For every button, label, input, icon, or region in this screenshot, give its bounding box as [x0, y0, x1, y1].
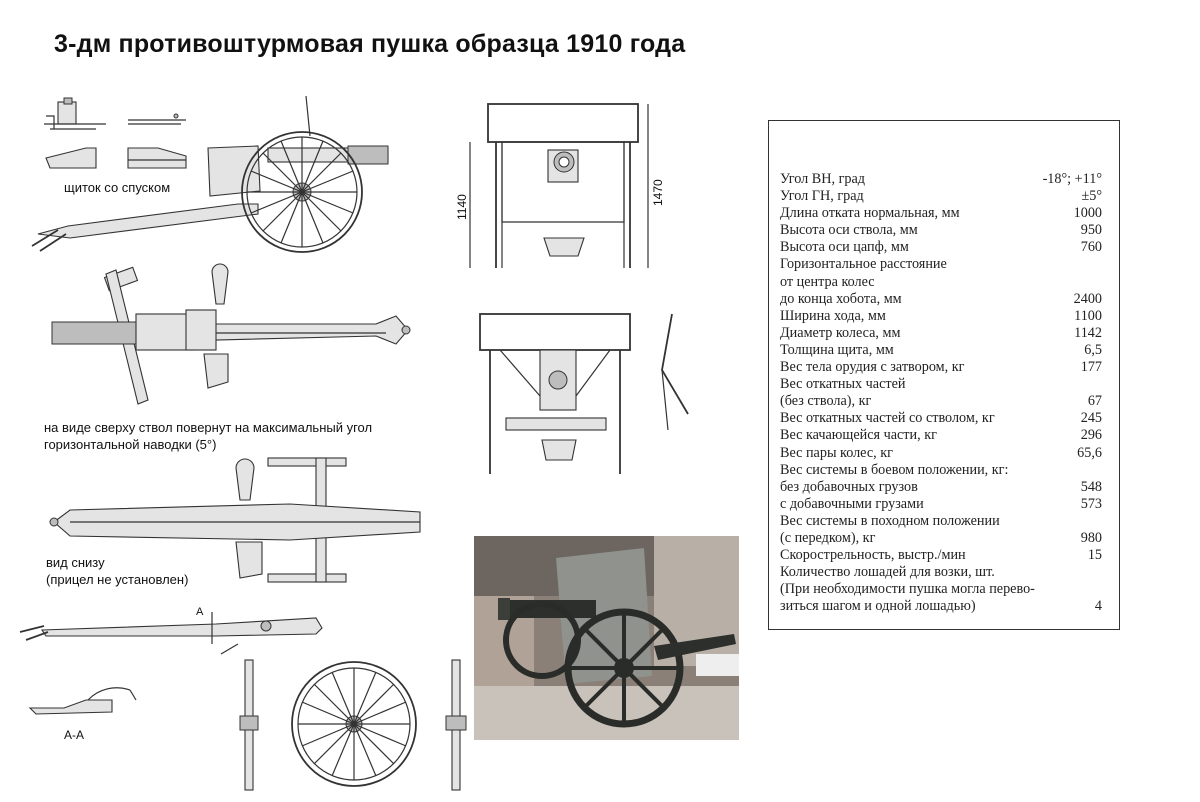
spec-row	[780, 547, 1102, 564]
spec-value: -18°; +11°	[1042, 171, 1102, 187]
spec-row	[780, 188, 1102, 205]
spec-value	[1096, 564, 1102, 581]
spec-label: от центра колес	[780, 273, 875, 290]
spec-label: Вес откатных частей со стволом, кг	[780, 410, 995, 427]
spec-label: Высота оси цапф, мм	[780, 239, 909, 256]
spec-label: без добавочных грузов	[780, 478, 918, 495]
top-view-caption-line2: горизонтальной наводки (5°)	[44, 437, 217, 452]
spec-row	[780, 513, 1102, 530]
spec-value: 950	[1080, 222, 1102, 239]
spec-label: Скорострельность, выстр./мин	[780, 547, 966, 564]
spec-row	[780, 462, 1102, 479]
spec-label: Вес откатных частей	[780, 376, 906, 393]
spec-label: Высота оси ствола, мм	[780, 222, 918, 239]
top-view-drawing	[36, 264, 426, 414]
spec-value: 177	[1080, 359, 1102, 376]
front-view-drawing	[448, 100, 678, 280]
spec-row	[780, 239, 1102, 256]
spec-row	[780, 325, 1102, 342]
spec-value: ±5°	[1081, 188, 1102, 205]
spec-row	[780, 427, 1102, 444]
bottom-view-caption-line2: (прицел не установлен)	[46, 572, 189, 587]
spec-row	[780, 274, 1102, 291]
specifications-panel	[768, 120, 1120, 630]
spec-label: Вес системы в боевом положении, кг:	[780, 461, 1009, 478]
spec-row	[780, 496, 1102, 513]
spec-value: 6,5	[1084, 341, 1102, 358]
dimension-1470: 1470	[651, 179, 665, 206]
spec-label: (При необходимости пушка могла перево-	[780, 581, 1035, 598]
spec-row	[780, 530, 1102, 547]
section-a-a-drawing	[30, 672, 150, 720]
page-title: 3-дм противоштурмовая пушка образца 1910 года	[54, 30, 686, 58]
spec-row	[780, 342, 1102, 359]
spec-label: до конца хобота, мм	[780, 290, 902, 307]
wheel-face-view	[290, 660, 418, 788]
bottom-view-caption-line1: вид снизу	[46, 555, 105, 570]
bottom-view-caption	[46, 554, 188, 588]
top-view-caption-line1: на виде сверху ствол повернут на максимальный угол	[44, 420, 373, 435]
spec-label: Вес пары колес, кг	[780, 444, 893, 461]
spec-value: 245	[1080, 410, 1102, 427]
spec-value	[1096, 256, 1102, 273]
spec-value	[1096, 581, 1102, 598]
spec-value: 1142	[1074, 324, 1102, 341]
spec-row	[780, 256, 1102, 273]
spec-label: (с передком), кг	[780, 529, 876, 546]
spec-value: 15	[1087, 547, 1102, 564]
spec-label: с добавочными грузами	[780, 495, 924, 512]
section-mark: A	[196, 606, 204, 618]
spec-row	[780, 376, 1102, 393]
spec-value	[1096, 513, 1102, 530]
spec-label: Вес тела орудия с затвором, кг	[780, 359, 965, 376]
spec-value: 4	[1094, 598, 1102, 615]
wheel-edge-view-right	[444, 660, 468, 790]
rear-view-drawing	[476, 310, 716, 480]
spec-value: 296	[1080, 427, 1102, 444]
trail-profile-drawing	[16, 604, 326, 664]
spec-label: (без ствола), кг	[780, 393, 872, 410]
spec-value: 67	[1087, 393, 1102, 410]
spec-label: Вес качающейся части, кг	[780, 427, 937, 444]
spec-label: Количество лошадей для возки, шт.	[780, 564, 995, 581]
spec-row	[780, 171, 1102, 188]
spec-value: 1000	[1073, 205, 1102, 222]
spec-value: 760	[1080, 239, 1102, 256]
spec-row	[780, 598, 1102, 615]
spec-value: 573	[1080, 495, 1102, 512]
spec-row	[780, 410, 1102, 427]
spec-label: зиться шагом и одной лошадью)	[780, 598, 976, 615]
spec-label: Угол ВН, град	[780, 171, 866, 187]
spec-row	[780, 393, 1102, 410]
spec-label: Горизонтальное расстояние	[780, 256, 947, 273]
spec-value: 980	[1080, 529, 1102, 546]
spec-value	[1096, 462, 1102, 479]
spec-row	[780, 308, 1102, 325]
spec-row	[780, 479, 1102, 496]
shield-trigger-caption: щиток со спуском	[64, 180, 171, 195]
wheel-edge-view-left	[238, 660, 260, 790]
spec-label: Вес системы в походном положении	[780, 512, 1000, 529]
spec-row	[780, 564, 1102, 581]
spec-value: 2400	[1073, 290, 1102, 307]
spec-value: 65,6	[1077, 444, 1102, 461]
spec-label: Длина отката нормальная, мм	[780, 205, 960, 222]
spec-row	[780, 222, 1102, 239]
spec-row	[780, 359, 1102, 376]
side-view-drawing	[28, 96, 408, 276]
spec-value	[1096, 274, 1102, 291]
specifications-list	[780, 171, 1102, 615]
spec-value	[1096, 376, 1102, 393]
spec-value: 548	[1080, 478, 1102, 495]
spec-row	[780, 581, 1102, 598]
spec-row	[780, 291, 1102, 308]
section-a-a-label: А-А	[64, 728, 85, 742]
spec-label: Угол ГН, град	[780, 188, 864, 205]
spec-label: Диаметр колеса, мм	[780, 324, 901, 341]
spec-label: Толщина щита, мм	[780, 341, 894, 358]
top-view-caption	[44, 419, 372, 453]
dimension-1140: 1140	[455, 194, 469, 220]
spec-value: 1100	[1074, 307, 1102, 324]
spec-row	[780, 205, 1102, 222]
spec-label: Ширина хода, мм	[780, 307, 886, 324]
museum-photo	[474, 536, 739, 740]
spec-row	[780, 445, 1102, 462]
